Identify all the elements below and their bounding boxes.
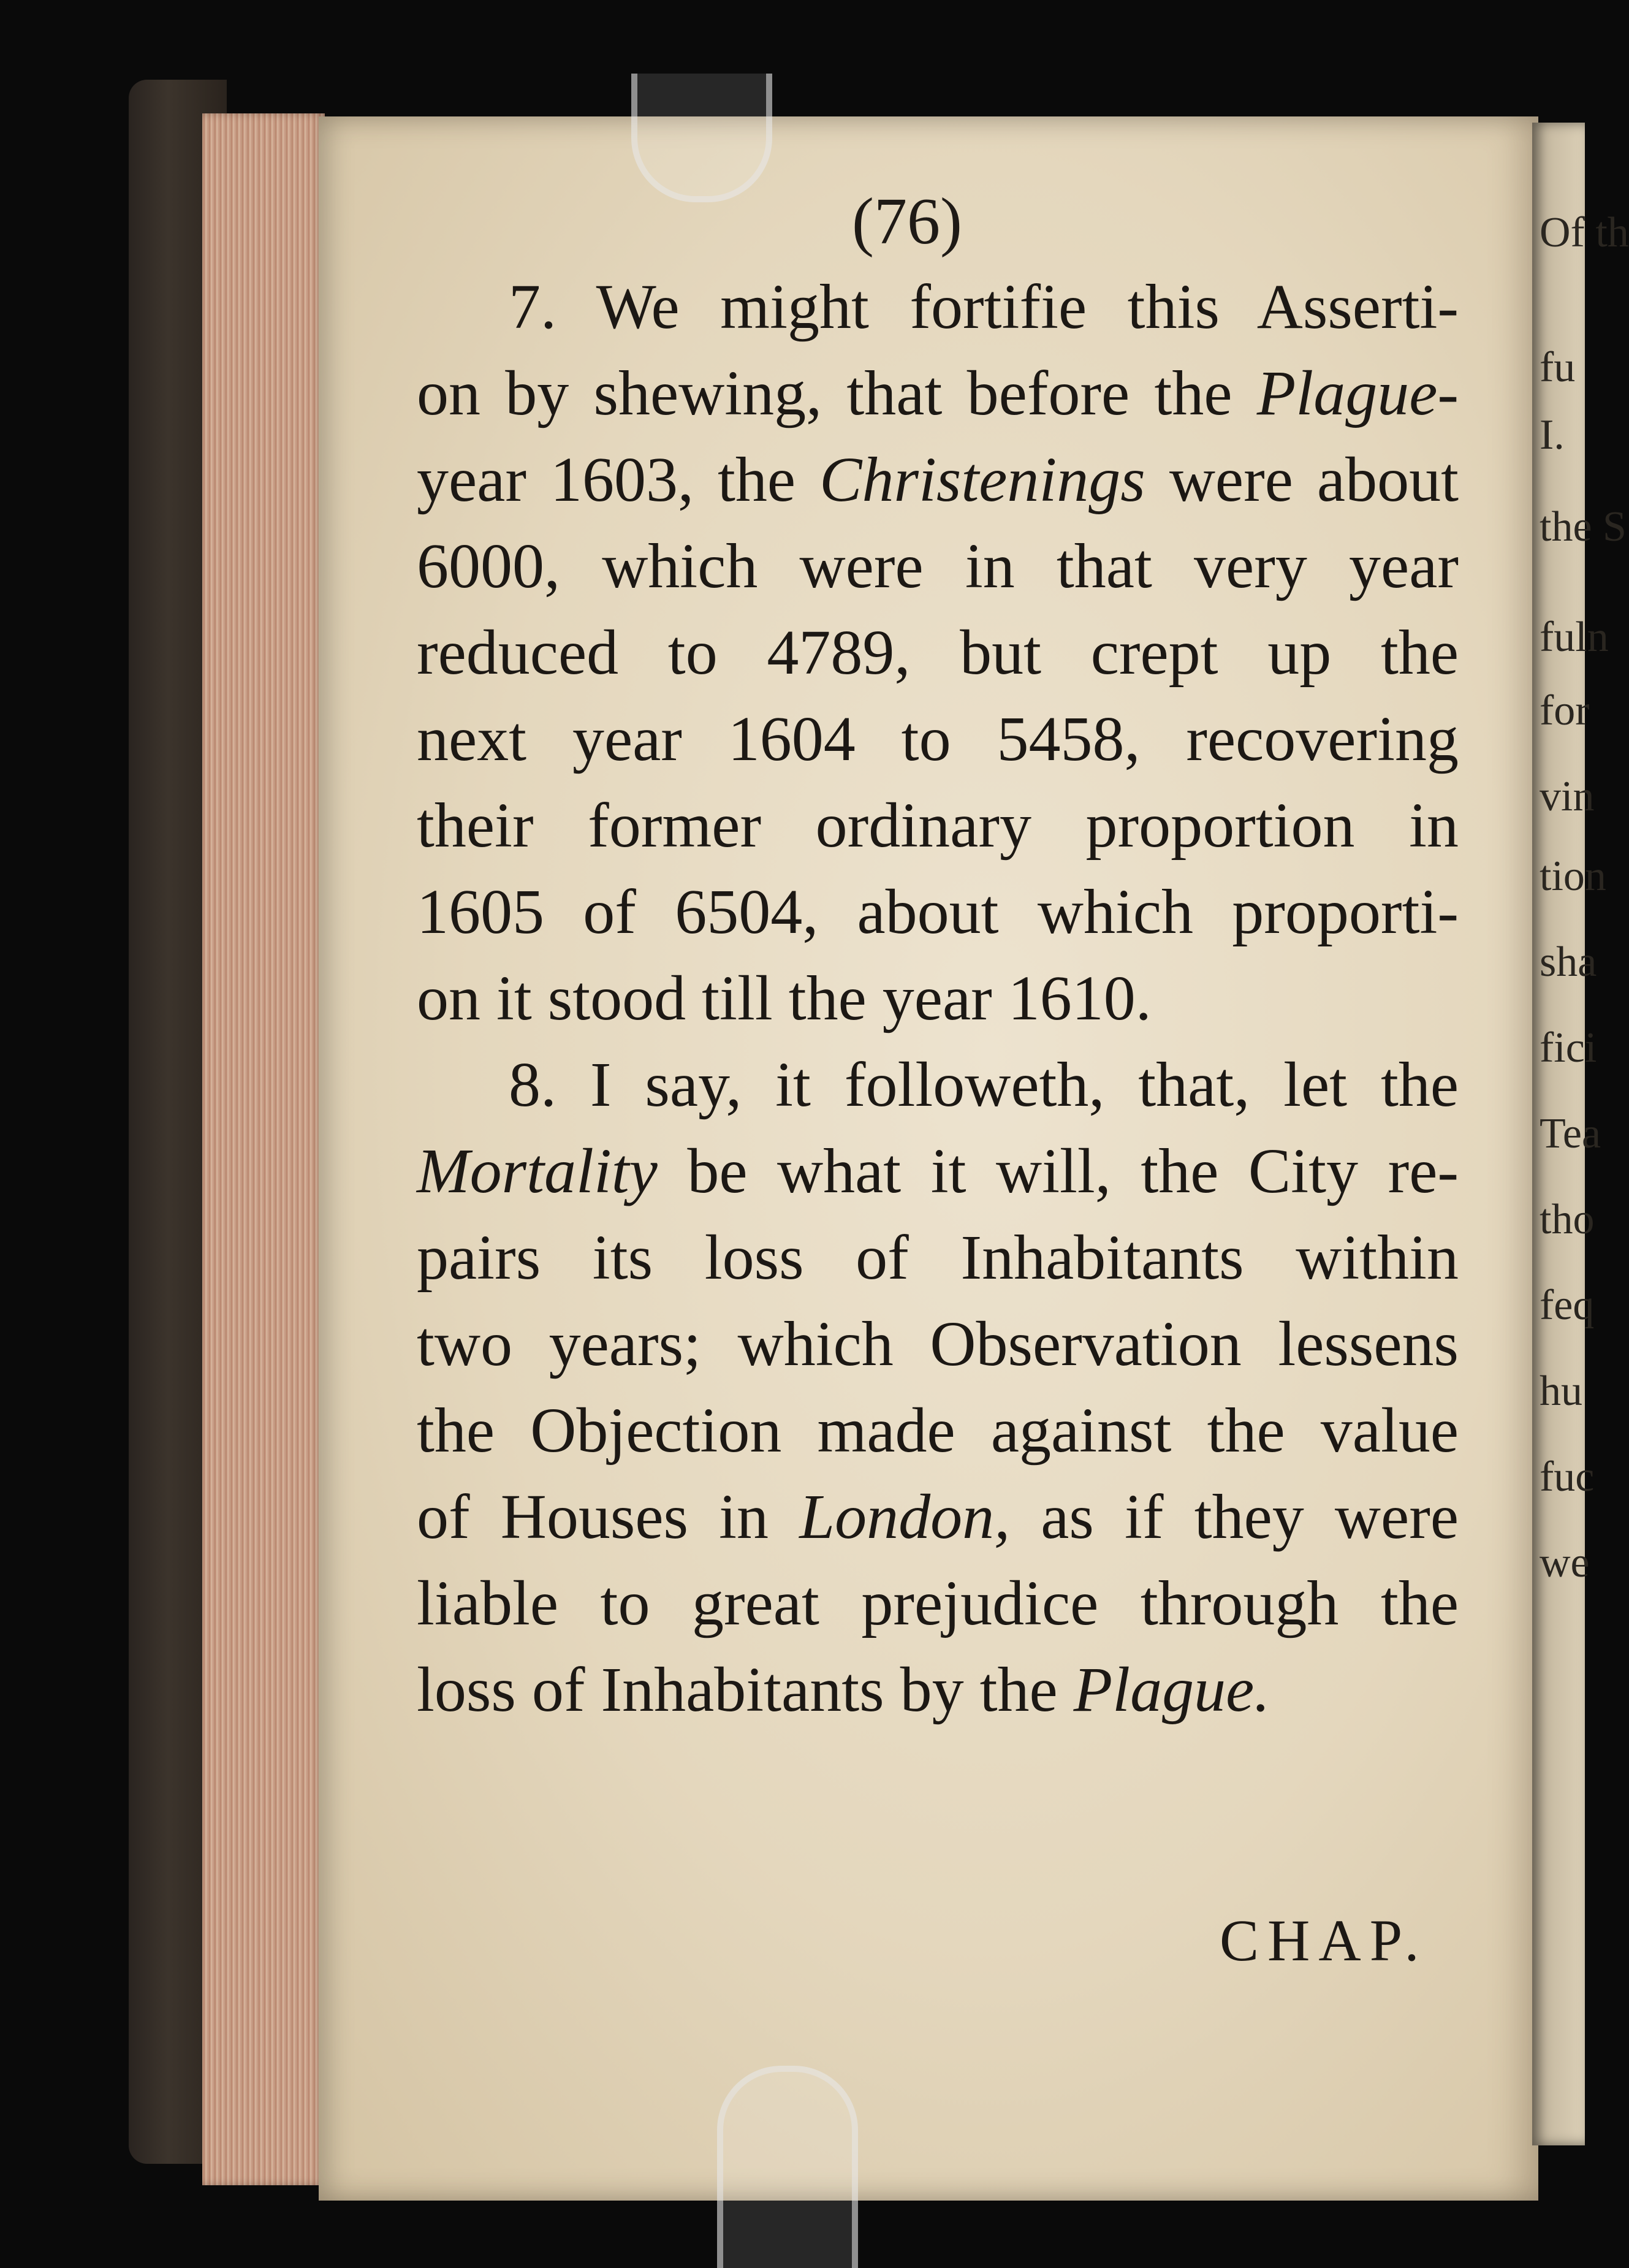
facing-page-fragment: sha <box>1540 938 1597 986</box>
text-span: liable to great prejudice through the <box>417 1568 1459 1638</box>
text-line <box>417 350 1459 436</box>
page-edges <box>202 113 325 2185</box>
facing-page-fragment: fuc <box>1540 1453 1595 1501</box>
facing-page-fragment: vin <box>1540 773 1595 820</box>
text-span: year 1603, the <box>417 444 820 515</box>
text-span: of Houses in <box>417 1482 800 1552</box>
text-span: next year 1604 to 5458, recovering <box>417 704 1459 774</box>
text-span: 8. I say, it followeth, that, let the <box>509 1049 1459 1120</box>
facing-page-fragment: fuln <box>1540 614 1609 661</box>
text-line <box>417 696 1459 782</box>
text-span: 7. We might fortifie this Asserti- <box>509 272 1459 342</box>
text-span: loss of Inhabitants by the <box>417 1654 1074 1725</box>
text-line <box>417 1474 1459 1560</box>
facing-page-fragment: we <box>1540 1539 1590 1586</box>
italic-text: Mortality <box>417 1136 658 1206</box>
facing-page-fragment: fu <box>1540 344 1576 391</box>
text-line <box>417 609 1459 696</box>
text-span: as if they were <box>1010 1482 1459 1552</box>
text-line <box>417 1387 1459 1474</box>
facing-page-fragment: tho <box>1540 1196 1595 1243</box>
text-line <box>417 1214 1459 1301</box>
text-line <box>417 1041 1459 1128</box>
italic-text: London, <box>799 1482 1011 1552</box>
text-span: their former ordinary proportion in <box>417 790 1459 861</box>
text-line <box>417 436 1459 523</box>
text-span: reduced to 4789, but crept up the <box>417 617 1459 688</box>
text-line <box>417 264 1459 350</box>
text-span: 6000, which were in that very year <box>417 531 1459 601</box>
page-number: (76) <box>852 185 962 258</box>
text-line <box>417 782 1459 869</box>
facing-page-fragment: tion <box>1540 853 1606 900</box>
text-line <box>417 1646 1459 1733</box>
text-line <box>417 1560 1459 1646</box>
text-span: pairs its loss of Inhabitants within <box>417 1222 1459 1293</box>
catchword: CHAP. <box>1220 1908 1428 1973</box>
text-span: the Objection made against the value <box>417 1395 1459 1466</box>
text-line <box>417 869 1459 955</box>
page-clip-bottom <box>717 2066 858 2268</box>
text-line <box>417 955 1459 1041</box>
text-span: two years; which Observation lessens <box>417 1309 1459 1379</box>
italic-text: Plague- <box>1256 358 1459 428</box>
text-span: be what it will, the City re- <box>657 1136 1459 1206</box>
text-span: on by shewing, that before the <box>417 358 1257 428</box>
facing-page-fragment: feq <box>1540 1282 1595 1329</box>
text-span: 1605 of 6504, about which proporti- <box>417 877 1459 947</box>
text-span: were about <box>1145 444 1459 515</box>
facing-page-fragment: the S <box>1540 503 1627 550</box>
facing-page-fragment: I. <box>1540 411 1565 459</box>
text-span: on it stood till the year 1610. <box>417 963 1152 1033</box>
facing-page-fragment: fici <box>1540 1024 1597 1071</box>
facing-page-edge <box>1532 123 1629 2145</box>
text-line <box>417 1301 1459 1387</box>
facing-page-fragment: hu <box>1540 1368 1582 1415</box>
italic-text: Christenings <box>819 444 1145 515</box>
italic-text: Plague. <box>1073 1654 1270 1725</box>
page-clip-top <box>631 74 772 202</box>
text-line <box>417 523 1459 609</box>
text-line <box>417 1128 1459 1214</box>
facing-page-fragment: for <box>1540 687 1590 734</box>
facing-page-fragment: Of th <box>1540 209 1629 256</box>
body-text <box>417 264 1459 1733</box>
facing-page-fragment: Tea <box>1540 1110 1601 1157</box>
